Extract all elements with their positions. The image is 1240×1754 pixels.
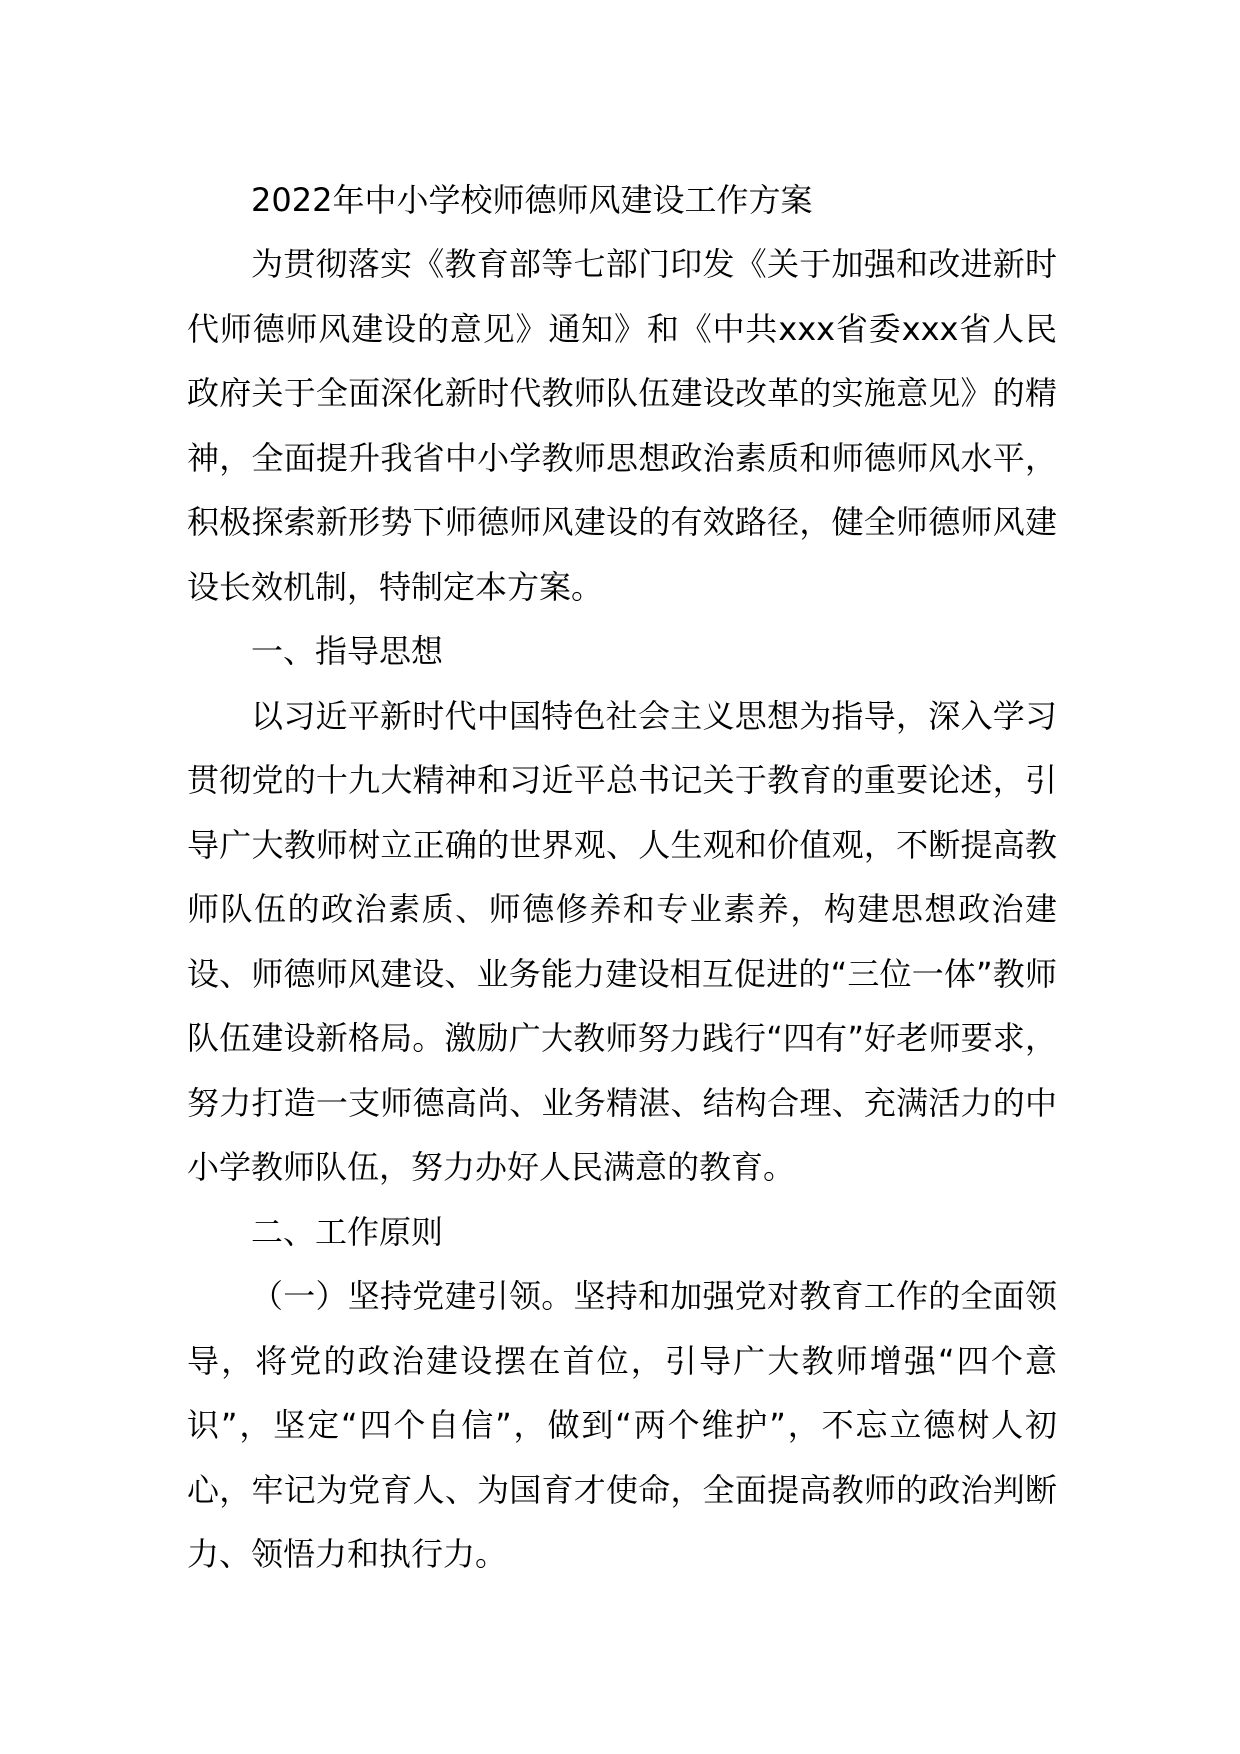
section-heading-guiding-ideology: 一、指导思想 (251, 632, 444, 670)
guiding-ideology-paragraph: 以习近平新时代中国特色社会主义思想为指导，深入学习贯彻党的十九大精神和习近平总书记关于教育的重要论述，引导广大教师树立正确的世界观、人生观和价值观，不断提高教师队伍的政治素质、师德修养和专业素养，构建思想政治建设、师德师风建设、业务能力建设相互促进的“三位一体”教师队伍建设新格局。激励广大教师努力践行“四有”好老师要求，努力打造一支师德高尚、业务精湛、结构合理、充满活力的中小学教师队伍，努力办好人民满意的教育。 (187, 696, 1057, 1186)
intro-paragraph: 为贯彻落实《教育部等七部门印发《关于加强和改进新时代师德师风建设的意见》通知》和《中共xxx省委xxx省人民政府关于全面深化新时代教师队伍建设改革的实施意见》的精神，全面提升我省中小学教师思想政治素质和师德师风水平，积极探索新形势下师德师风建设的有效路径，健全师德师风建设长效机制，特制定本方案。 (187, 245, 1057, 606)
document-body (187, 168, 1057, 1587)
section-heading-work-principles: 二、工作原则 (251, 1212, 444, 1251)
work-principle-item-1: （一）坚持党建引领。坚持和加强党对教育工作的全面领导，将党的政治建设摆在首位，引导广大教师增强“四个意识”，坚定“四个自信”，做到“两个维护”，不忘立德树人初心，牢记为党育人、为国育才使命，全面提高教师的政治判断力、领悟力和执行力。 (187, 1277, 1057, 1573)
document-title: 2022年中小学校师德师风建设工作方案 (251, 181, 813, 219)
